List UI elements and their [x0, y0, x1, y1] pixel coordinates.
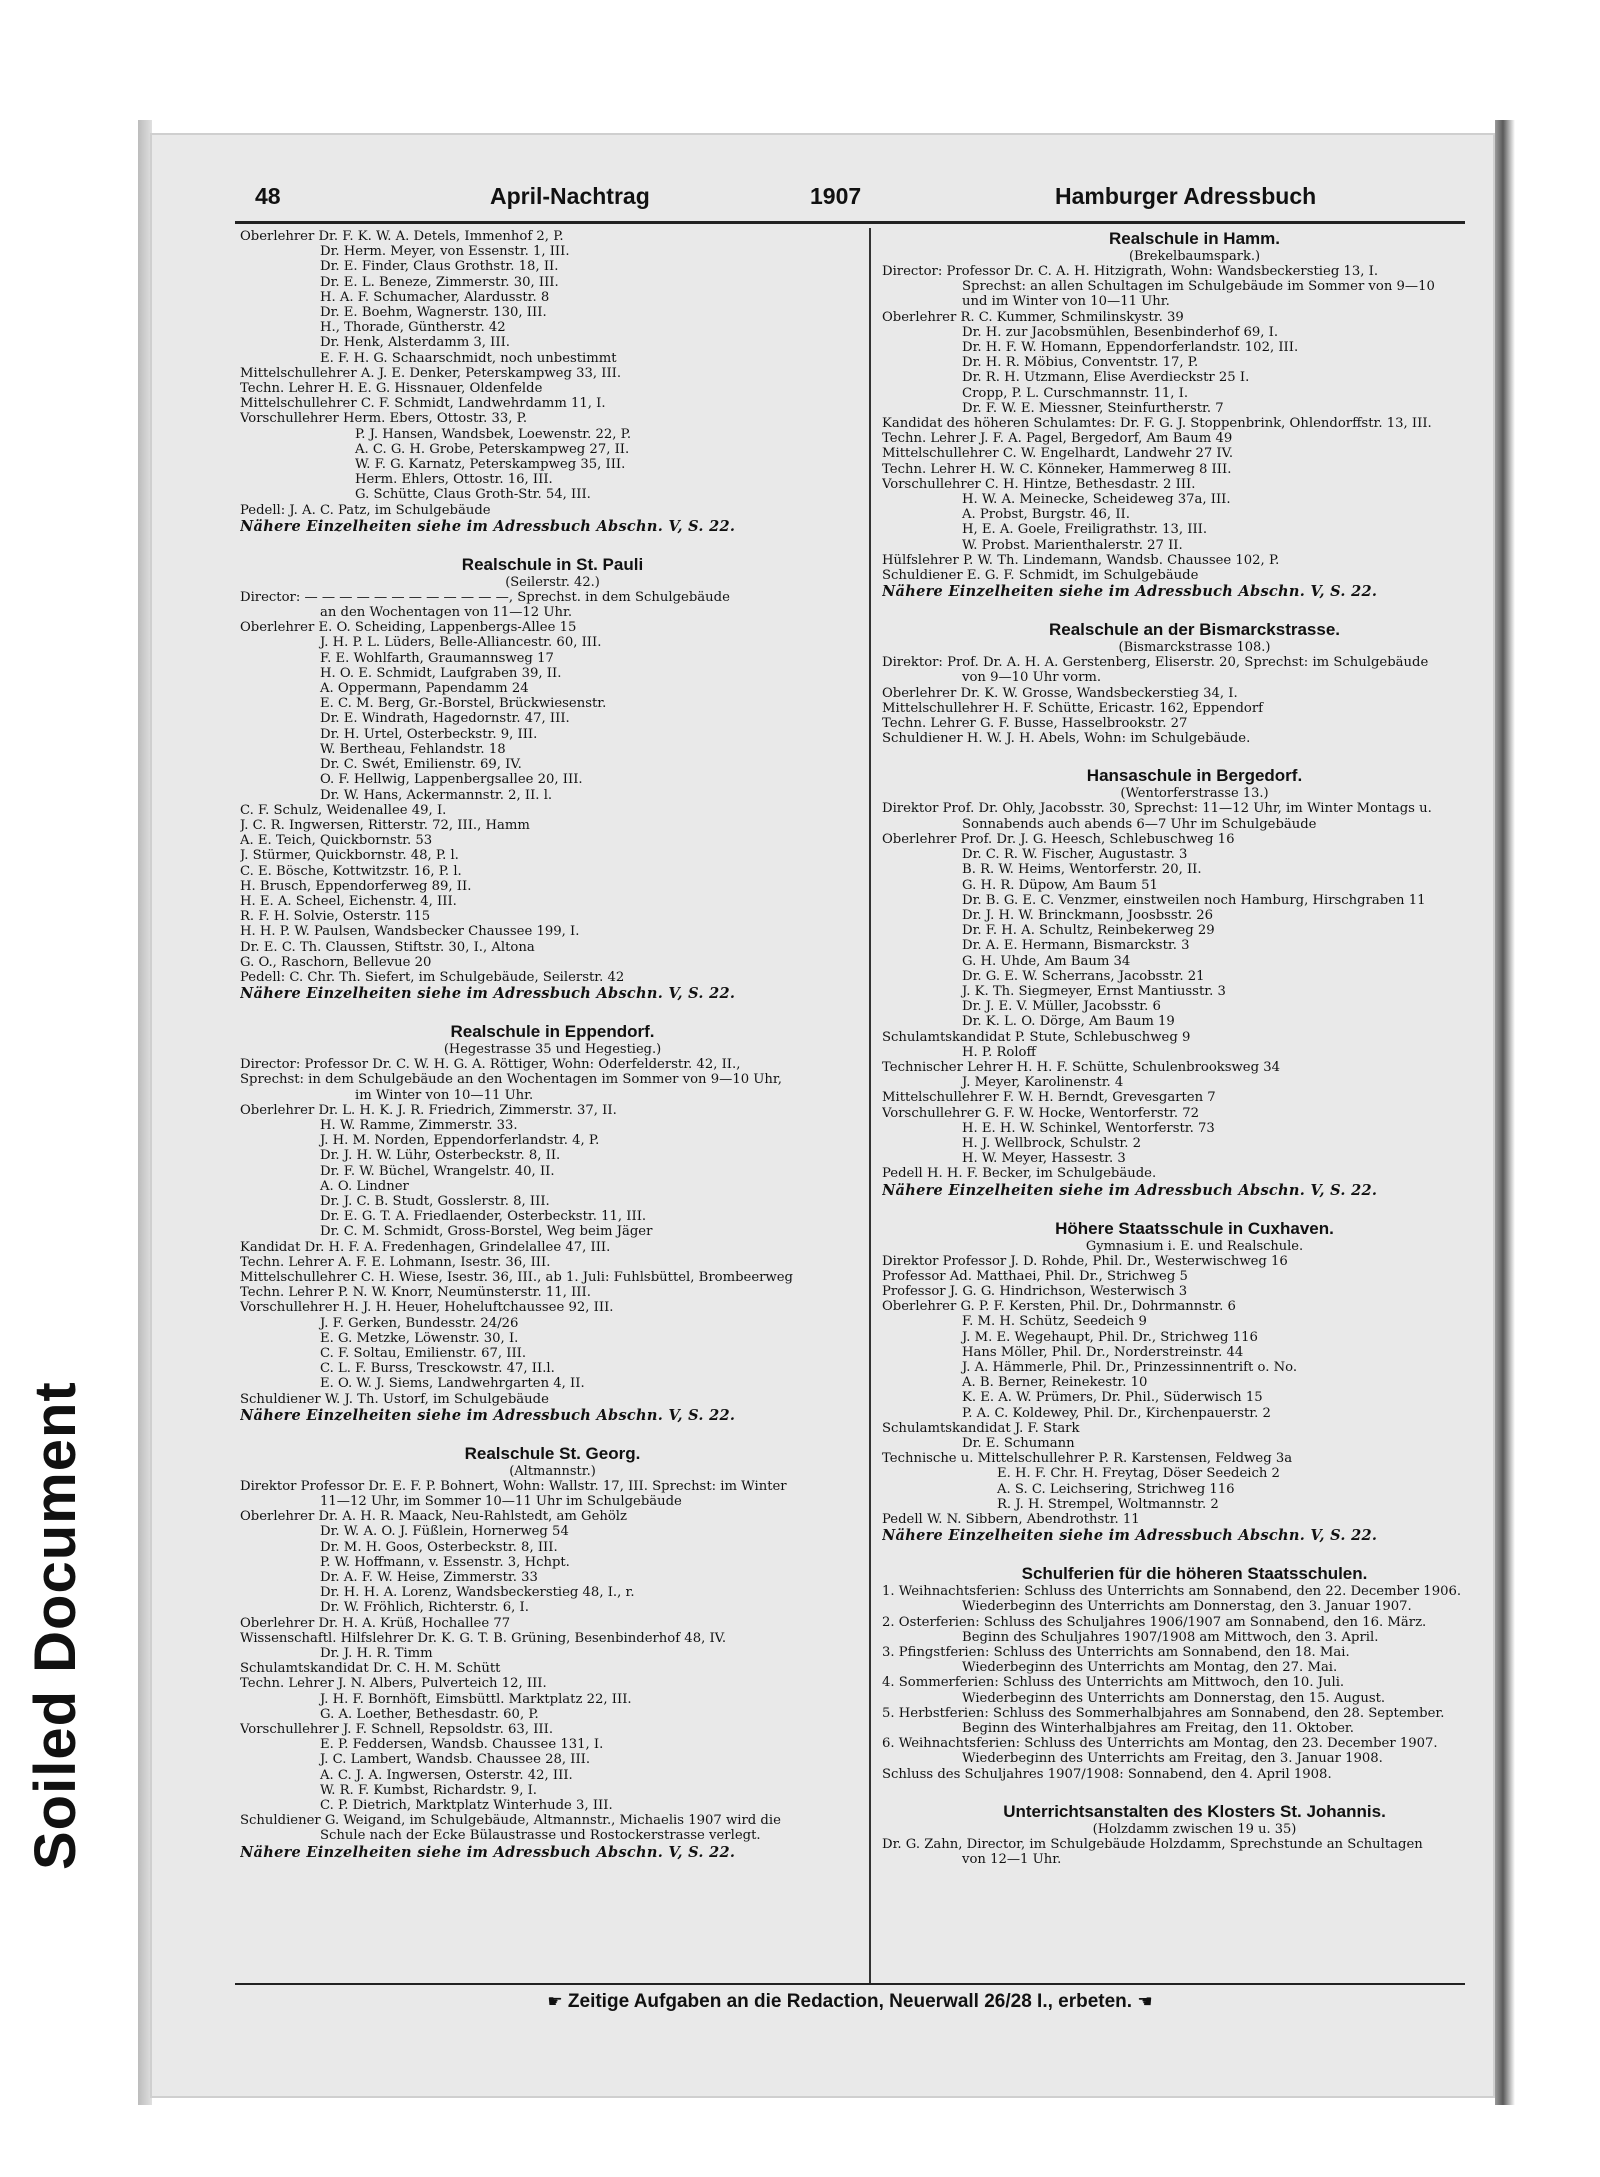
directory-entry: E. G. Metzke, Löwenstr. 30, I.	[320, 1330, 519, 1346]
directory-entry: Pedell: J. A. C. Patz, im Schulgebäude	[240, 502, 491, 518]
directory-entry: im Winter von 10—11 Uhr.	[355, 1087, 534, 1103]
directory-entry: J. H. F. Bornhöft, Eimsbüttl. Marktplatz 22, III.	[320, 1691, 632, 1707]
directory-entry: E. H. F. Chr. H. Freytag, Döser Seedeich 2	[997, 1466, 1280, 1482]
directory-entry: Schuldiener E. G. F. Schmidt, im Schulgebäude	[882, 568, 1199, 584]
directory-entry: Schuldiener W. J. Th. Ustorf, im Schulgebäude	[240, 1391, 549, 1407]
directory-entry: Schuldiener H. W. J. H. Abels, Wohn: im Schulgebäude.	[882, 731, 1251, 747]
directory-entry: Direktor Prof. Dr. Ohly, Jacobsstr. 30, Sprechst: 11—12 Uhr, im Winter Montags u.	[882, 801, 1432, 817]
directory-entry: R. J. H. Strempel, Woltmannstr. 2	[997, 1496, 1219, 1512]
header-title: Hamburger Adressbuch	[1055, 183, 1317, 209]
column-divider	[869, 228, 871, 1983]
directory-entry: Dr. K. L. O. Dörge, Am Baum 19	[962, 1014, 1175, 1030]
directory-entry: J. M. E. Wegehaupt, Phil. Dr., Strichweg 116	[962, 1329, 1258, 1345]
directory-entry: A. S. C. Leichsering, Strichweg 116	[997, 1481, 1235, 1497]
directory-entry: Dr. J. C. B. Studt, Gosslerstr. 8, III.	[320, 1193, 550, 1209]
directory-entry: Dr. C. M. Schmidt, Gross-Borstel, Weg beim Jäger	[320, 1224, 653, 1240]
directory-entry: H. E. H. W. Schinkel, Wentorferstr. 73	[962, 1120, 1215, 1136]
section-title: Realschule in St. Pauli	[461, 554, 644, 574]
section-title: Schulferien für die höheren Staatsschulen.	[1021, 1564, 1368, 1584]
directory-entry: R. F. H. Solvie, Osterstr. 115	[240, 909, 431, 925]
directory-entry: Dr. E. Boehm, Wagnerstr. 130, III.	[320, 305, 547, 321]
directory-entry: A. C. J. A. Ingwersen, Osterstr. 42, III.	[320, 1767, 573, 1783]
directory-entry: Dr. C. R. W. Fischer, Augustastr. 3	[962, 847, 1188, 863]
directory-entry: Oberlehrer R. C. Kummer, Schmilinskystr. 39	[882, 309, 1184, 325]
section-address: (Hegestrasse 35 und Hegestieg.)	[443, 1042, 662, 1058]
directory-entry: J. K. Th. Siegmeyer, Ernst Mantiusstr. 3	[962, 983, 1226, 999]
directory-entry: Techn. Lehrer J. F. A. Pagel, Bergedorf, Am Baum 49	[882, 431, 1233, 447]
directory-entry: H. H. P. W. Paulsen, Wandsbecker Chaussee 199, I.	[240, 924, 580, 940]
reference-note: Nähere Einzelheiten siehe im Adressbuch Abschn. V, S. 22.	[240, 517, 736, 535]
directory-entry: Dr. E. Finder, Claus Grothstr. 18, II.	[320, 259, 559, 275]
directory-entry: Mittelschullehrer A. J. E. Denker, Peterskampweg 33, III.	[240, 365, 622, 381]
directory-entry: 11—12 Uhr, im Sommer 10—11 Uhr im Schulgebäude	[320, 1494, 682, 1510]
directory-entry: Schuldiener G. Weigand, im Schulgebäude, Altmannstr., Michaelis 1907 wird die	[240, 1813, 781, 1829]
section-title: Realschule in Hamm.	[1108, 229, 1280, 248]
directory-entry: Sprechst: an allen Schultagen im Schulgebäude im Sommer von 9—10	[962, 279, 1435, 295]
directory-entry: 6. Weihnachtsferien: Schluss des Unterrichts am Montag, den 23. December 1907.	[882, 1736, 1438, 1752]
directory-entry: H, E. A. Goele, Freiligrathstr. 13, III.	[962, 522, 1208, 538]
footer-rule	[235, 1983, 1465, 1985]
section-address: (Seilerstr. 42.)	[505, 574, 600, 590]
directory-entry: 4. Sommerferien: Schluss des Unterrichts am Mittwoch, den 10. Juli.	[882, 1675, 1345, 1691]
directory-entry: Dr. A. E. Hermann, Bismarckstr. 3	[962, 938, 1190, 954]
directory-entry: an den Wochentagen von 11—12 Uhr.	[320, 605, 573, 621]
directory-entry: Dr. H. R. Möbius, Conventstr. 17, P.	[962, 355, 1199, 371]
directory-entry: Sonnabends auch abends 6—7 Uhr im Schulgebäude	[962, 816, 1317, 832]
directory-entry: von 12—1 Uhr.	[962, 1852, 1062, 1868]
directory-entry: F. M. H. Schütz, Seedeich 9	[962, 1314, 1147, 1330]
directory-entry: Dr. A. F. W. Heise, Zimmerstr. 33	[320, 1570, 538, 1586]
directory-entry: Director: — — — — — — — — — — — —, Sprechst. in dem Schulgebäude	[240, 589, 730, 605]
directory-entry: Pedell H. H. F. Becker, im Schulgebäude.	[882, 1166, 1157, 1182]
directory-entry: Dr. E. C. Th. Claussen, Stiftstr. 30, I., Altona	[240, 939, 535, 955]
section-title: Realschule an der Bismarckstrasse.	[1048, 620, 1341, 640]
section-address: (Wentorferstrasse 13.)	[1120, 786, 1269, 802]
directory-entry: Wiederbeginn des Unterrichts am Donnerstag, den 3. Januar 1907.	[962, 1599, 1412, 1615]
directory-entry: Mittelschullehrer C. W. Engelhardt, Landwehr 27 IV.	[882, 446, 1234, 462]
directory-entry: Pedell W. N. Sibbern, Abendrothstr. 11	[882, 1512, 1140, 1528]
directory-entry: Oberlehrer Dr. A. H. R. Maack, Neu-Rahlstedt, am Gehölz	[240, 1509, 627, 1525]
directory-entry: H. P. Roloff	[962, 1044, 1036, 1060]
directory-entry: Wiederbeginn des Unterrichts am Freitag, den 3. Januar 1908.	[962, 1751, 1383, 1767]
directory-entry: Schulamtskandidat J. F. Stark	[882, 1420, 1080, 1436]
directory-entry: Dr. J. H. R. Timm	[320, 1646, 433, 1662]
directory-entry: Hans Möller, Phil. Dr., Norderstreinstr. 44	[962, 1344, 1244, 1360]
directory-entry: A. E. Teich, Quickbornstr. 53	[240, 833, 433, 849]
directory-entry: Schluss des Schuljahres 1907/1908: Sonnabend, den 4. April 1908.	[882, 1766, 1332, 1782]
directory-entry: Dr. C. Swét, Emilienstr. 69, IV.	[320, 757, 522, 773]
directory-entry: Wissenschaftl. Hilfslehrer Dr. K. G. T. B. Grüning, Besenbinderhof 48, IV.	[240, 1630, 727, 1646]
directory-entry: Mittelschullehrer H. F. Schütte, Ericastr. 162, Eppendorf	[882, 700, 1264, 716]
directory-entry: Dr. W. Fröhlich, Richterstr. 6, I.	[320, 1600, 529, 1616]
directory-entry: von 9—10 Uhr vorm.	[962, 670, 1102, 686]
reference-note: Nähere Einzelheiten siehe im Adressbuch Abschn. V, S. 22.	[882, 1527, 1378, 1545]
directory-entry: und im Winter von 10—11 Uhr.	[962, 294, 1170, 310]
directory-entry: P. J. Hansen, Wandsbek, Loewenstr. 22, P.	[355, 426, 632, 442]
page-header	[235, 183, 1465, 223]
directory-entry: Wiederbeginn des Unterrichts am Donnerstag, den 15. August.	[962, 1690, 1386, 1706]
directory-entry: A. C. G. H. Grobe, Peterskampweg 27, II.	[355, 441, 630, 457]
directory-entry: Mittelschullehrer C. H. Wiese, Isestr. 36, III., ab 1. Juli: Fuhlsbüttel, Brombeerweg	[240, 1269, 793, 1285]
directory-entry: W. F. G. Karnatz, Peterskampweg 35, III.	[355, 457, 626, 473]
directory-entry: Oberlehrer G. P. F. Kersten, Phil. Dr., Dohrmannstr. 6	[882, 1299, 1236, 1315]
document-page	[150, 133, 1495, 2098]
directory-entry: Direktor Professor J. D. Rohde, Phil. Dr., Westerwischweg 16	[882, 1253, 1288, 1269]
directory-entry: J. Stürmer, Quickbornstr. 48, P. l.	[240, 848, 459, 864]
directory-entry: Techn. Lehrer J. N. Albers, Pulverteich 12, III.	[240, 1676, 547, 1692]
directory-entry: G. A. Loether, Bethesdastr. 60, P.	[320, 1706, 539, 1722]
directory-entry: C. P. Dietrich, Marktplatz Winterhude 3, III.	[320, 1798, 613, 1814]
directory-entry: Vorschullehrer Herm. Ebers, Ottostr. 33, P.	[240, 411, 528, 427]
directory-entry: K. E. A. W. Prümers, Dr. Phil., Süderwisch 15	[962, 1390, 1263, 1406]
section-title: Höhere Staatsschule in Cuxhaven.	[1055, 1218, 1334, 1238]
directory-entry: Dr. E. L. Beneze, Zimmerstr. 30, III.	[320, 274, 559, 290]
directory-entry: Kandidat Dr. H. F. A. Fredenhagen, Grindelallee 47, III.	[240, 1239, 611, 1255]
directory-entry: H. O. E. Schmidt, Laufgraben 39, II.	[320, 665, 562, 681]
page-number: 48	[255, 183, 281, 209]
directory-entry: Techn. Lehrer G. F. Busse, Hasselbrookstr. 27	[882, 716, 1188, 732]
directory-entry: B. R. W. Heims, Wentorferstr. 20, II.	[962, 862, 1202, 878]
directory-entry: E. O. W. J. Siems, Landwehrgarten 4, II.	[320, 1376, 585, 1392]
directory-entry: P. W. Hoffmann, v. Essenstr. 3, Hchpt.	[320, 1554, 570, 1570]
directory-entry: C. L. F. Burss, Tresckowstr. 47, II.l.	[320, 1361, 555, 1377]
directory-entry: H. W. A. Meinecke, Scheideweg 37a, III.	[962, 492, 1231, 508]
directory-entry: J. F. Gerken, Bundesstr. 24/26	[320, 1315, 519, 1331]
directory-entry: C. F. Schulz, Weidenallee 49, I.	[240, 802, 447, 818]
directory-entry: A. Probst, Burgstr. 46, II.	[962, 507, 1130, 523]
directory-entry: Dr. H. Urtel, Osterbeckstr. 9, III.	[320, 726, 538, 742]
directory-entry: H. J. Wellbrock, Schulstr. 2	[962, 1135, 1142, 1151]
directory-entry: Director: Professor Dr. C. W. H. G. A. Röttiger, Wohn: Oderfelderstr. 42, II.,	[240, 1057, 741, 1073]
directory-entry: Professor J. G. G. Hindrichson, Westerwisch 3	[882, 1283, 1188, 1299]
directory-entry: Dr. E. Windrath, Hagedornstr. 47, III.	[320, 711, 570, 727]
directory-entry: Sprechst: in dem Schulgebäude an den Wochentagen im Sommer von 9—10 Uhr,	[240, 1072, 782, 1088]
directory-entry: W. R. F. Kumbst, Richardstr. 9, I.	[320, 1782, 537, 1798]
directory-entry: Dr. Herm. Meyer, von Essenstr. 1, III.	[320, 244, 570, 260]
directory-entry: Oberlehrer Dr. L. H. K. J. R. Friedrich, Zimmerstr. 37, II.	[240, 1102, 617, 1118]
directory-entry: F. E. Wohlfarth, Graumannsweg 17	[320, 650, 554, 666]
directory-entry: Dr. J. E. V. Müller, Jacobsstr. 6	[962, 999, 1161, 1015]
reference-note: Nähere Einzelheiten siehe im Adressbuch Abschn. V, S. 22.	[882, 583, 1378, 601]
directory-entry: Direktor: Prof. Dr. A. H. A. Gerstenberg, Eliserstr. 20, Sprechst: im Schulgebäude	[882, 655, 1429, 671]
directory-entry: Herm. Ehlers, Ottostr. 16, III.	[355, 472, 553, 488]
section-title: Realschule in Eppendorf.	[450, 1022, 655, 1042]
directory-entry: 3. Pfingstferien: Schluss des Unterrichts am Sonnabend, den 18. Mai.	[882, 1645, 1350, 1661]
section-address: (Holzdamm zwischen 19 u. 35)	[1092, 1821, 1297, 1837]
header-rule	[235, 221, 1465, 224]
directory-entry: Dr. F. W. E. Miessner, Steinfurtherstr. 7	[962, 400, 1224, 416]
footer-text: Zeitige Aufgaben an die Redaction, Neuerwall 26/28 I., erbeten.	[567, 1991, 1133, 2012]
header-section: April-Nachtrag	[490, 183, 650, 209]
directory-entry: Dr. Henk, Alsterdamm 3, III.	[320, 335, 511, 351]
directory-entry: Dr. E. G. T. A. Friedlaender, Osterbeckstr. 11, III.	[320, 1209, 647, 1225]
directory-entry: G. O., Raschorn, Bellevue 20	[240, 954, 432, 970]
reference-note: Nähere Einzelheiten siehe im Adressbuch Abschn. V, S. 22.	[240, 1843, 736, 1861]
directory-entry: Dr. H. zur Jacobsmühlen, Besenbinderhof 69, I.	[962, 324, 1279, 340]
directory-entry: H. W. Ramme, Zimmerstr. 33.	[320, 1117, 518, 1133]
reference-note: Nähere Einzelheiten siehe im Adressbuch Abschn. V, S. 22.	[240, 985, 736, 1003]
directory-entry: J. H. M. Norden, Eppendorferlandstr. 4, P.	[320, 1133, 600, 1149]
directory-entry: H. W. Meyer, Hassestr. 3	[962, 1151, 1126, 1167]
directory-entry: 5. Herbstferien: Schluss des Sommerhalbjahres am Sonnabend, den 28. September.	[882, 1705, 1445, 1721]
directory-entry: Mittelschullehrer F. W. H. Berndt, Grevesgarten 7	[882, 1090, 1216, 1106]
directory-entry: Pedell: C. Chr. Th. Siefert, im Schulgebäude, Seilerstr. 42	[240, 969, 625, 985]
directory-entry: 1. Weihnachtsferien: Schluss des Unterrichts am Sonnabend, den 22. December 1906.	[882, 1584, 1462, 1600]
directory-entry: Technische u. Mittelschullehrer P. R. Karstensen, Feldweg 3a	[882, 1451, 1293, 1467]
section-address: (Bismarckstrasse 108.)	[1118, 640, 1271, 656]
pointing-hand-right-icon: ☚	[1137, 1992, 1153, 2011]
directory-entry: Dr. F. W. Büchel, Wrangelstr. 40, II.	[320, 1163, 555, 1179]
directory-entry: Dr. F. H. A. Schultz, Reinbekerweg 29	[962, 923, 1215, 939]
directory-entry: Mittelschullehrer C. F. Schmidt, Landwehrdamm 11, I.	[240, 396, 606, 412]
directory-entry: Wiederbeginn des Unterrichts am Montag, den 27. Mai.	[962, 1660, 1338, 1676]
directory-entry: Kandidat des höheren Schulamtes: Dr. F. G. J. Stoppenbrink, Ohlendorffstr. 13, III.	[882, 416, 1432, 432]
section-address: (Brekelbaumspark.)	[1128, 249, 1261, 264]
directory-entry: C. F. Soltau, Emilienstr. 67, III.	[320, 1346, 527, 1361]
directory-entry: Dr. H. H. A. Lorenz, Wandsbeckerstieg 48, I., r.	[320, 1585, 635, 1601]
directory-entry: Dr. H. F. W. Homann, Eppendorferlandstr. 102, III.	[962, 340, 1299, 356]
directory-entry: A. B. Berner, Reinekestr. 10	[962, 1375, 1148, 1391]
directory-entry: Schulamtskandidat P. Stute, Schlebuschweg 9	[882, 1029, 1191, 1045]
directory-entry: Oberlehrer Dr. H. A. Krüß, Hochallee 77	[240, 1615, 511, 1631]
directory-entry: J. H. P. L. Lüders, Belle-Alliancestr. 60, III.	[320, 635, 602, 651]
header-year: 1907	[810, 183, 862, 209]
directory-entry: H., Thorade, Güntherstr. 42	[320, 320, 506, 336]
left-column	[240, 229, 865, 1981]
directory-entry: Dr. E. Schumann	[962, 1436, 1075, 1451]
directory-entry: 2. Osterferien: Schluss des Schuljahres 1906/1907 am Sonnabend, den 16. März.	[882, 1614, 1427, 1630]
directory-entry: Dr. B. G. E. C. Venzmer, einstweilen noch Hamburg, Hirschgraben 11	[962, 892, 1426, 908]
page-right-edge	[1495, 120, 1515, 2105]
page-footer	[235, 1991, 1465, 2013]
directory-entry: H. E. A. Scheel, Eichenstr. 4, III.	[240, 893, 457, 909]
directory-entry: Dr. J. H. W. Brinckmann, Joosbsstr. 26	[962, 907, 1214, 923]
soiled-document-stamp: Soiled Document	[23, 1381, 88, 1870]
directory-entry: Dr. M. H. Goos, Osterbeckstr. 8, III.	[320, 1539, 558, 1555]
directory-entry: Schule nach der Ecke Bülaustrasse und Rostockerstrasse verlegt.	[320, 1828, 761, 1844]
section-title: Realschule St. Georg.	[464, 1443, 641, 1463]
directory-entry: Techn. Lehrer A. F. E. Lohmann, Isestr. 36, III.	[240, 1254, 551, 1270]
directory-entry: A. O. Lindner	[320, 1178, 409, 1194]
directory-entry: E. P. Feddersen, Wandsb. Chaussee 131, I.	[320, 1737, 604, 1753]
directory-entry: P. A. C. Koldewey, Phil. Dr., Kirchenpauerstr. 2	[962, 1405, 1271, 1421]
directory-entry: Direktor Professor Dr. E. F. P. Bohnert, Wohn: Wallstr. 17, III. Sprechst: im Winter	[240, 1478, 787, 1494]
directory-entry: G. H. R. Düpow, Am Baum 51	[962, 877, 1158, 893]
directory-entry: Techn. Lehrer H. W. C. Könneker, Hammerweg 8 III.	[882, 461, 1232, 477]
directory-entry: Beginn des Winterhalbjahres am Freitag, den 11. Oktober.	[962, 1721, 1354, 1737]
directory-entry: Vorschullehrer J. F. Schnell, Repsoldstr. 63, III.	[240, 1722, 554, 1738]
directory-entry: J. A. Hämmerle, Phil. Dr., Prinzessinnentrift o. No.	[962, 1359, 1298, 1375]
directory-entry: Oberlehrer Dr. F. K. W. A. Detels, Immenhof 2, P.	[240, 229, 564, 244]
directory-entry: Vorschullehrer G. F. W. Hocke, Wentorferstr. 72	[882, 1105, 1199, 1121]
section-title: Hansaschule in Bergedorf.	[1086, 766, 1303, 786]
directory-entry: J. C. Lambert, Wandsb. Chaussee 28, III.	[320, 1752, 591, 1768]
directory-entry: W. Bertheau, Fehlandstr. 18	[320, 741, 506, 757]
directory-entry: E. F. H. G. Schaarschmidt, noch unbestimmt	[320, 350, 617, 366]
directory-entry: Dr. G. E. W. Scherrans, Jacobsstr. 21	[962, 968, 1205, 984]
directory-entry: Hülfslehrer P. W. Th. Lindemann, Wandsb. Chaussee 102, P.	[882, 552, 1280, 568]
pointing-hand-left-icon: ☛	[547, 1992, 563, 2011]
section-address: Gymnasium i. E. und Realschule.	[1085, 1238, 1304, 1254]
directory-entry: Dr. W. A. O. J. Füßlein, Hornerweg 54	[320, 1524, 569, 1540]
directory-entry: Professor Ad. Matthaei, Phil. Dr., Strichweg 5	[882, 1268, 1188, 1284]
directory-entry: Dr. R. H. Ützmann, Elise Averdieckstr 25 I.	[962, 370, 1250, 386]
scan-border	[0, 0, 1600, 55]
directory-entry: G. H. Uhde, Am Baum 34	[962, 953, 1131, 969]
directory-entry: J. C. R. Ingwersen, Ritterstr. 72, III., Hamm	[240, 817, 530, 833]
directory-entry: Vorschullehrer H. J. H. Heuer, Hoheluftchaussee 92, III.	[240, 1300, 614, 1316]
directory-entry: H. A. F. Schumacher, Alardusstr. 8	[320, 289, 550, 305]
section-title: Unterrichtsanstalten des Klosters St. Johannis.	[1003, 1801, 1386, 1821]
directory-entry: E. C. M. Berg, Gr.-Borstel, Brückwiesenstr.	[320, 696, 607, 712]
reference-note: Nähere Einzelheiten siehe im Adressbuch Abschn. V, S. 22.	[882, 1181, 1378, 1199]
directory-entry: O. F. Hellwig, Lappenbergsallee 20, III.	[320, 772, 583, 788]
directory-entry: Dr. W. Hans, Ackermannstr. 2, II. l.	[320, 787, 553, 803]
directory-entry: Oberlehrer Prof. Dr. J. G. Heesch, Schlebuschweg 16	[882, 831, 1235, 847]
directory-entry: Cropp, P. L. Curschmannstr. 11, I.	[962, 385, 1189, 401]
section-address: (Altmannstr.)	[509, 1463, 596, 1479]
directory-entry: Techn. Lehrer H. E. G. Hissnauer, Oldenfelde	[240, 381, 543, 397]
directory-entry: Oberlehrer E. O. Scheiding, Lappenbergs-Allee 15	[240, 620, 577, 636]
directory-entry: W. Probst. Marienthalerstr. 27 II.	[962, 537, 1183, 553]
directory-entry: Director: Professor Dr. C. A. H. Hitzigrath, Wohn: Wandsbeckerstieg 13, I.	[882, 264, 1379, 279]
directory-entry: Vorschullehrer C. H. Hintze, Bethesdastr. 2 III.	[882, 476, 1196, 492]
directory-entry: G. Schütte, Claus Groth-Str. 54, III.	[355, 487, 591, 503]
directory-entry: Schulamtskandidat Dr. C. H. M. Schütt	[240, 1661, 501, 1677]
directory-entry: Dr. G. Zahn, Director, im Schulgebäude Holzdamm, Sprechstunde an Schultagen	[882, 1836, 1423, 1852]
right-column	[882, 229, 1495, 1981]
reference-note: Nähere Einzelheiten siehe im Adressbuch Abschn. V, S. 22.	[240, 1406, 736, 1424]
directory-entry: Dr. J. H. W. Lühr, Osterbeckstr. 8, II.	[320, 1148, 561, 1164]
directory-entry: Beginn des Schuljahres 1907/1908 am Mittwoch, den 3. April.	[962, 1629, 1379, 1645]
directory-entry: Technischer Lehrer H. H. F. Schütte, Schulenbrooksweg 34	[882, 1059, 1281, 1075]
directory-entry: J. Meyer, Karolinenstr. 4	[962, 1075, 1124, 1091]
directory-entry: Techn. Lehrer P. N. W. Knorr, Neumünsterstr. 11, III.	[240, 1285, 591, 1301]
directory-entry: C. E. Bösche, Kottwitzstr. 16, P. l.	[240, 863, 462, 879]
directory-entry: H. Brusch, Eppendorferweg 89, II.	[240, 878, 472, 894]
directory-entry: A. Oppermann, Papendamm 24	[320, 681, 529, 697]
directory-entry: Oberlehrer Dr. K. W. Grosse, Wandsbeckerstieg 34, I.	[882, 685, 1238, 701]
